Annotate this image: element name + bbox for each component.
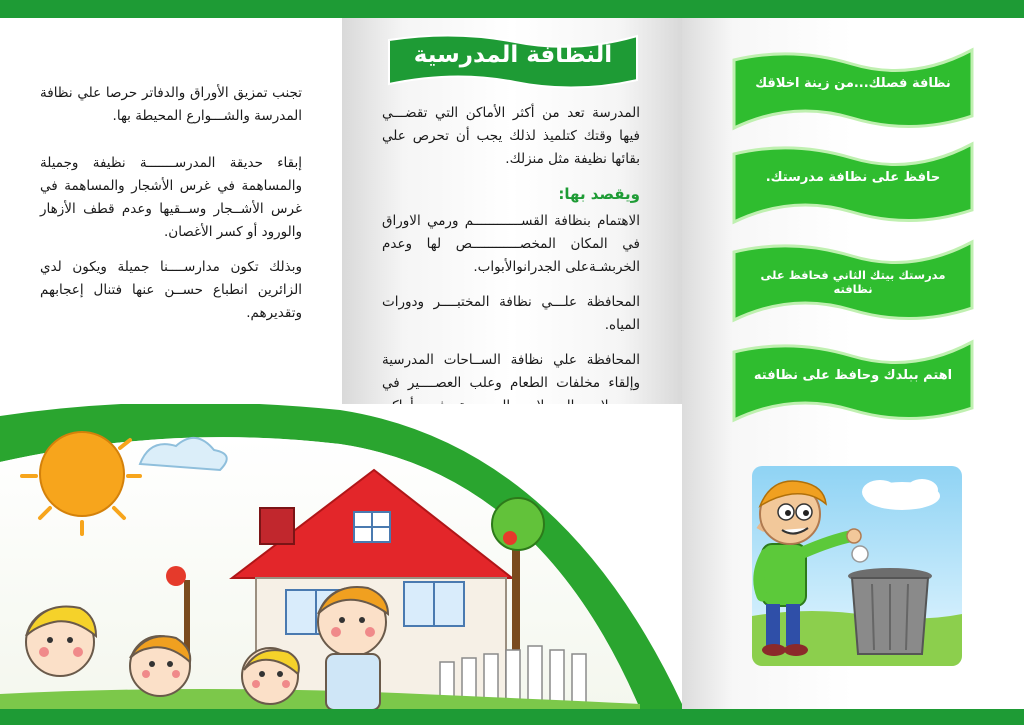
slogan-flag-4: [732, 338, 974, 424]
family-house-drawing: [0, 404, 682, 709]
boy-throwing-trash-illustration: [752, 466, 962, 666]
middle-point-3: المحافظة علي نظافة الســاحات المدرسية وإلقاء مخلفات الطعام وعلب العصــــير في: [382, 352, 640, 391]
page-title: النظافة المدرسية: [413, 42, 613, 68]
slogan-text-1: نظافة فصلك...من زينة اخلاقك: [755, 76, 951, 91]
slogan-text-3: مدرستك بيتك الثاني فحافظ على نظافته: [760, 268, 946, 296]
left-column-text: [40, 82, 302, 337]
slogan-text-4: اهتم ببلدك وحافظ على نظافته: [753, 368, 953, 383]
slogan-flag-3: [732, 238, 974, 324]
left-paragraph-2: إبقاء حديقة المدرســـــــة نظيفة وجميلة والمساهمة في غرس الأشجار والمساهمة في غرس الأشــجار وســقيها وعدم قطف الأزهار والورود أو كسر الأغصان.: [40, 155, 302, 240]
left-paragraph-3: وبذلك تكون مدارســــنا جميلة ويكون لدي الزائرين انطباع حســن عنها فتنال إعجابهم وتقديرهم.: [40, 259, 302, 321]
bottom-green-bar: [0, 709, 1024, 725]
slogan-flag-2: [732, 140, 974, 226]
middle-intro: المدرسة تعد من أكثر الأماكن التي تقضـــي فيها وقتك كتلميذ لذلك يجب أن تحرص علي بقائها نظيفة مثل منزلك.: [382, 105, 640, 167]
left-paragraph-1: تجنب تمزيق الأوراق والدفاتر حرصا علي نظافة المدرسة والشـــوارع المحيطة بها.: [40, 85, 302, 124]
title-banner: [385, 30, 641, 90]
middle-column-text: [382, 102, 640, 453]
slogan-text-2: حافظ على نظافة مدرستك.: [765, 170, 941, 185]
slogan-flag-1: [732, 46, 974, 132]
family-house-illustration: [0, 404, 682, 709]
boy-trash-drawing: [752, 466, 962, 666]
middle-point-2: المحافظة علـــي نظافة المختبــــر ودورات المياه.: [382, 294, 640, 333]
middle-point-1: الاهتمام بنظافة القســــــــــــم ورمي الاوراق في المكان المخصــــــــــــص لها وعدم الخربشـةعلى الجدرانوالأبواب.: [382, 213, 640, 275]
middle-subheading: ويقصد بها:: [558, 185, 640, 203]
top-green-bar: [0, 0, 1024, 18]
